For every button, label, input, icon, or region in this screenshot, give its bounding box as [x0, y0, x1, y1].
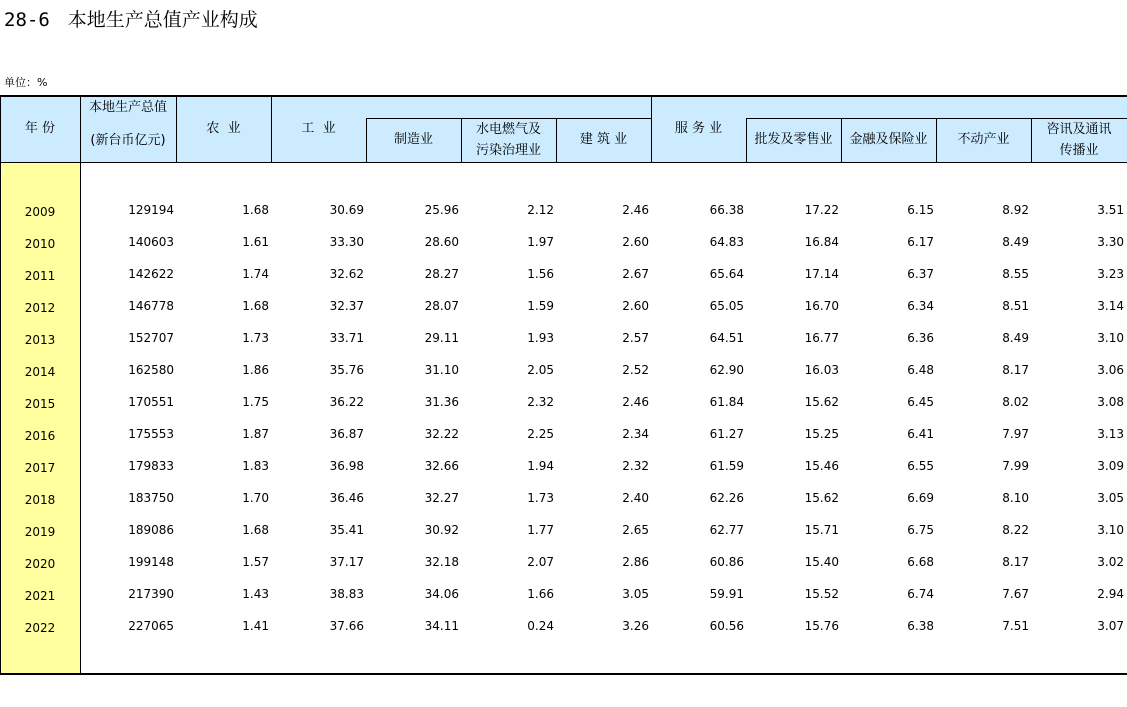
utilities-cell: 1.66 — [527, 587, 554, 601]
table-row — [0, 392, 1127, 412]
header-info-comm-line2: 传播业 — [1059, 143, 1099, 158]
header-gdp-line1: 本地生产总值 — [88, 100, 167, 115]
agriculture-cell: 1.41 — [242, 619, 269, 633]
real-estate-cell: 8.49 — [1002, 235, 1029, 249]
finance-insurance-cell: 6.38 — [907, 619, 934, 633]
info-comm-cell: 3.10 — [1097, 523, 1124, 537]
wholesale-retail-cell: 15.52 — [804, 587, 839, 601]
utilities-cell: 1.93 — [527, 331, 554, 345]
real-estate-cell: 7.99 — [1002, 459, 1029, 473]
manufacturing-cell: 32.66 — [424, 459, 459, 473]
utilities-cell: 2.07 — [527, 555, 554, 569]
header-agriculture: 农 业 — [206, 121, 241, 136]
utilities-cell: 1.97 — [527, 235, 554, 249]
real-estate-cell: 8.49 — [1002, 331, 1029, 345]
info-comm-cell: 2.94 — [1097, 587, 1124, 601]
info-comm-cell: 3.30 — [1097, 235, 1124, 249]
construction-cell: 2.86 — [622, 555, 649, 569]
services-cell: 65.05 — [709, 299, 744, 313]
utilities-cell: 2.25 — [527, 427, 554, 441]
construction-cell: 2.52 — [622, 363, 649, 377]
construction-cell: 2.40 — [622, 491, 649, 505]
wholesale-retail-cell: 17.14 — [804, 267, 839, 281]
table-row — [0, 488, 1127, 508]
services-cell: 62.77 — [709, 523, 744, 537]
table-row — [0, 264, 1127, 284]
year-cell: 2012 — [24, 301, 56, 315]
construction-cell: 2.34 — [622, 427, 649, 441]
wholesale-retail-cell: 16.70 — [804, 299, 839, 313]
utilities-cell: 1.77 — [527, 523, 554, 537]
agriculture-cell: 1.68 — [242, 299, 269, 313]
finance-insurance-cell: 6.36 — [907, 331, 934, 345]
header-manufacturing: 制造业 — [393, 132, 433, 147]
info-comm-cell: 3.07 — [1097, 619, 1124, 633]
manufacturing-cell: 31.36 — [424, 395, 459, 409]
table-row — [0, 232, 1127, 252]
real-estate-cell: 8.17 — [1002, 555, 1029, 569]
manufacturing-cell: 28.07 — [424, 299, 459, 313]
utilities-cell: 2.32 — [527, 395, 554, 409]
real-estate-cell: 8.55 — [1002, 267, 1029, 281]
wholesale-retail-cell: 15.76 — [804, 619, 839, 633]
agriculture-cell: 1.87 — [242, 427, 269, 441]
manufacturing-cell: 28.27 — [424, 267, 459, 281]
gdp-cell: 183750 — [128, 491, 174, 505]
table-bottom-rule — [0, 673, 1127, 675]
services-cell: 62.26 — [709, 491, 744, 505]
year-cell: 2021 — [24, 589, 56, 603]
gdp-cell: 142622 — [128, 267, 174, 281]
real-estate-cell: 7.51 — [1002, 619, 1029, 633]
table-number: 28-6 — [4, 9, 50, 31]
services-cell: 60.86 — [709, 555, 744, 569]
info-comm-cell: 3.14 — [1097, 299, 1124, 313]
manufacturing-cell: 25.96 — [424, 203, 459, 217]
utilities-cell: 2.05 — [527, 363, 554, 377]
services-cell: 61.59 — [709, 459, 744, 473]
manufacturing-cell: 32.22 — [424, 427, 459, 441]
header-services: 服 务 业 — [674, 121, 723, 136]
table-title: 本地生产总值产业构成 — [67, 9, 258, 31]
industry-cell: 36.87 — [329, 427, 364, 441]
info-comm-cell: 3.08 — [1097, 395, 1124, 409]
year-cell: 2009 — [24, 205, 56, 219]
header-industry: 工 业 — [301, 121, 336, 136]
industry-sub-rule — [366, 118, 651, 119]
construction-cell: 2.57 — [622, 331, 649, 345]
gdp-cell: 175553 — [128, 427, 174, 441]
year-cell: 2020 — [24, 557, 56, 571]
construction-cell: 2.67 — [622, 267, 649, 281]
header-info-comm-line1: 咨讯及通讯 — [1046, 122, 1112, 137]
info-comm-cell: 3.06 — [1097, 363, 1124, 377]
real-estate-cell: 8.22 — [1002, 523, 1029, 537]
manufacturing-cell: 34.06 — [424, 587, 459, 601]
unit-label: 单位：% — [4, 76, 48, 89]
utilities-cell: 1.59 — [527, 299, 554, 313]
construction-cell: 2.65 — [622, 523, 649, 537]
real-estate-cell: 7.67 — [1002, 587, 1029, 601]
header-finance-insurance: 金融及保险业 — [849, 132, 928, 147]
finance-insurance-cell: 6.34 — [907, 299, 934, 313]
agriculture-cell: 1.68 — [242, 523, 269, 537]
gdp-cell: 189086 — [128, 523, 174, 537]
services-cell: 62.90 — [709, 363, 744, 377]
wholesale-retail-cell: 15.40 — [804, 555, 839, 569]
services-cell: 61.84 — [709, 395, 744, 409]
wholesale-retail-cell: 16.03 — [804, 363, 839, 377]
finance-insurance-cell: 6.69 — [907, 491, 934, 505]
agriculture-cell: 1.73 — [242, 331, 269, 345]
gdp-cell: 227065 — [128, 619, 174, 633]
wholesale-retail-cell: 17.22 — [804, 203, 839, 217]
industry-cell: 35.41 — [329, 523, 364, 537]
table-row — [0, 584, 1127, 604]
construction-cell: 2.46 — [622, 395, 649, 409]
industry-cell: 36.22 — [329, 395, 364, 409]
finance-insurance-cell: 6.74 — [907, 587, 934, 601]
table-row — [0, 616, 1127, 636]
services-cell: 64.51 — [709, 331, 744, 345]
agriculture-cell: 1.57 — [242, 555, 269, 569]
industry-cell: 32.62 — [329, 267, 364, 281]
manufacturing-cell: 29.11 — [424, 331, 459, 345]
table-row — [0, 200, 1127, 220]
industry-cell: 30.69 — [329, 203, 364, 217]
services-cell: 60.56 — [709, 619, 744, 633]
finance-insurance-cell: 6.68 — [907, 555, 934, 569]
industry-cell: 38.83 — [329, 587, 364, 601]
agriculture-cell: 1.70 — [242, 491, 269, 505]
real-estate-cell: 8.10 — [1002, 491, 1029, 505]
utilities-cell: 1.94 — [527, 459, 554, 473]
table-row — [0, 296, 1127, 316]
industry-cell: 37.17 — [329, 555, 364, 569]
table-row — [0, 328, 1127, 348]
finance-insurance-cell: 6.55 — [907, 459, 934, 473]
table-row — [0, 360, 1127, 380]
construction-cell: 3.05 — [622, 587, 649, 601]
wholesale-retail-cell: 15.46 — [804, 459, 839, 473]
real-estate-cell: 8.17 — [1002, 363, 1029, 377]
year-cell: 2016 — [24, 429, 56, 443]
construction-cell: 2.32 — [622, 459, 649, 473]
services-cell: 59.91 — [709, 587, 744, 601]
finance-insurance-cell: 6.37 — [907, 267, 934, 281]
gdp-cell: 199148 — [128, 555, 174, 569]
services-cell: 64.83 — [709, 235, 744, 249]
agriculture-cell: 1.68 — [242, 203, 269, 217]
info-comm-cell: 3.13 — [1097, 427, 1124, 441]
year-cell: 2010 — [24, 237, 56, 251]
services-cell: 65.64 — [709, 267, 744, 281]
industry-cell: 37.66 — [329, 619, 364, 633]
manufacturing-cell: 30.92 — [424, 523, 459, 537]
header-real-estate: 不动产业 — [957, 132, 1010, 147]
gdp-cell: 217390 — [128, 587, 174, 601]
agriculture-cell: 1.86 — [242, 363, 269, 377]
industry-cell: 35.76 — [329, 363, 364, 377]
finance-insurance-cell: 6.45 — [907, 395, 934, 409]
finance-insurance-cell: 6.15 — [907, 203, 934, 217]
header-gdp-line2: (新台币亿元) — [90, 133, 166, 148]
wholesale-retail-cell: 16.77 — [804, 331, 839, 345]
header-year: 年 份 — [24, 121, 56, 136]
header-wholesale-retail: 批发及零售业 — [754, 132, 833, 147]
services-cell: 66.38 — [709, 203, 744, 217]
table-row — [0, 520, 1127, 540]
utilities-cell: 1.73 — [527, 491, 554, 505]
agriculture-cell: 1.83 — [242, 459, 269, 473]
wholesale-retail-cell: 15.62 — [804, 491, 839, 505]
table-row — [0, 456, 1127, 476]
header-top-rule — [0, 95, 1127, 97]
gdp-cell: 179833 — [128, 459, 174, 473]
gdp-cell: 129194 — [128, 203, 174, 217]
industry-cell: 33.30 — [329, 235, 364, 249]
page-title — [4, 5, 258, 32]
table-row — [0, 424, 1127, 444]
header-construction: 建 筑 业 — [579, 132, 628, 147]
industry-cell: 33.71 — [329, 331, 364, 345]
info-comm-cell: 3.23 — [1097, 267, 1124, 281]
real-estate-cell: 7.97 — [1002, 427, 1029, 441]
manufacturing-cell: 34.11 — [424, 619, 459, 633]
year-cell: 2018 — [24, 493, 56, 507]
real-estate-cell: 8.02 — [1002, 395, 1029, 409]
info-comm-cell: 3.09 — [1097, 459, 1124, 473]
real-estate-cell: 8.92 — [1002, 203, 1029, 217]
manufacturing-cell: 32.27 — [424, 491, 459, 505]
year-cell: 2017 — [24, 461, 56, 475]
manufacturing-cell: 28.60 — [424, 235, 459, 249]
header-bottom-rule — [0, 162, 1127, 163]
construction-cell: 3.26 — [622, 619, 649, 633]
construction-cell: 2.60 — [622, 235, 649, 249]
table-row — [0, 552, 1127, 572]
agriculture-cell: 1.61 — [242, 235, 269, 249]
year-cell: 2013 — [24, 333, 56, 347]
info-comm-cell: 3.10 — [1097, 331, 1124, 345]
industry-cell: 36.98 — [329, 459, 364, 473]
agriculture-cell: 1.75 — [242, 395, 269, 409]
finance-insurance-cell: 6.75 — [907, 523, 934, 537]
finance-insurance-cell: 6.48 — [907, 363, 934, 377]
wholesale-retail-cell: 16.84 — [804, 235, 839, 249]
manufacturing-cell: 31.10 — [424, 363, 459, 377]
gdp-cell: 152707 — [128, 331, 174, 345]
wholesale-retail-cell: 15.62 — [804, 395, 839, 409]
year-cell: 2011 — [24, 269, 56, 283]
year-cell: 2022 — [24, 621, 56, 635]
agriculture-cell: 1.74 — [242, 267, 269, 281]
wholesale-retail-cell: 15.25 — [804, 427, 839, 441]
manufacturing-cell: 32.18 — [424, 555, 459, 569]
info-comm-cell: 3.05 — [1097, 491, 1124, 505]
year-cell: 2014 — [24, 365, 56, 379]
info-comm-cell: 3.51 — [1097, 203, 1124, 217]
utilities-cell: 2.12 — [527, 203, 554, 217]
construction-cell: 2.60 — [622, 299, 649, 313]
real-estate-cell: 8.51 — [1002, 299, 1029, 313]
industry-cell: 36.46 — [329, 491, 364, 505]
header-utilities-line1: 水电燃气及 — [475, 122, 541, 137]
finance-insurance-cell: 6.41 — [907, 427, 934, 441]
header-utilities-line2: 污染治理业 — [475, 143, 541, 158]
agriculture-cell: 1.43 — [242, 587, 269, 601]
services-cell: 61.27 — [709, 427, 744, 441]
gdp-cell: 170551 — [128, 395, 174, 409]
industry-cell: 32.37 — [329, 299, 364, 313]
utilities-cell: 0.24 — [527, 619, 554, 633]
info-comm-cell: 3.02 — [1097, 555, 1124, 569]
construction-cell: 2.46 — [622, 203, 649, 217]
year-cell: 2019 — [24, 525, 56, 539]
gdp-cell: 146778 — [128, 299, 174, 313]
utilities-cell: 1.56 — [527, 267, 554, 281]
year-cell: 2015 — [24, 397, 56, 411]
wholesale-retail-cell: 15.71 — [804, 523, 839, 537]
finance-insurance-cell: 6.17 — [907, 235, 934, 249]
gdp-cell: 140603 — [128, 235, 174, 249]
gdp-cell: 162580 — [128, 363, 174, 377]
